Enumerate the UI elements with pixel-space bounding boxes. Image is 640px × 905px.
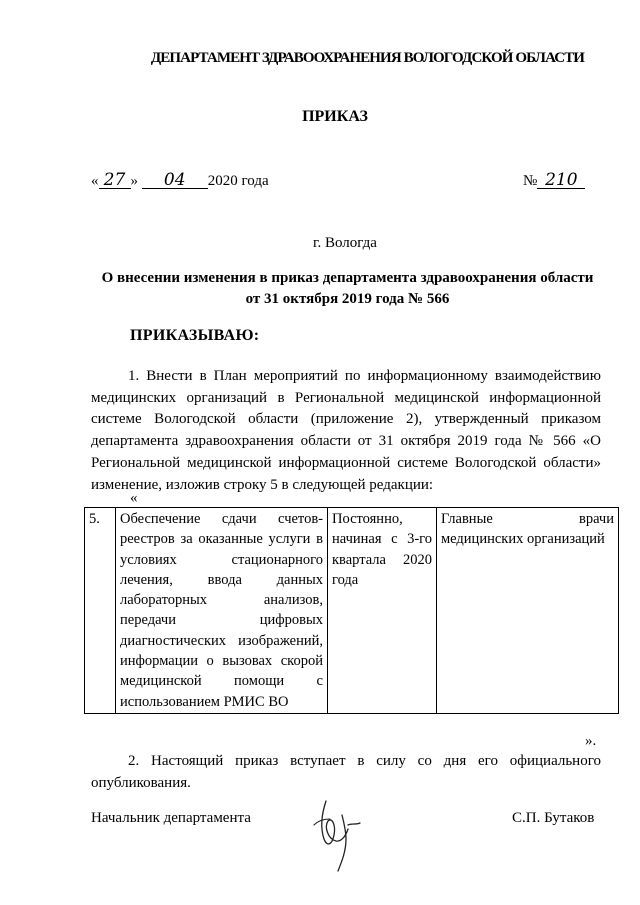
city: г. Вологда [313, 235, 377, 251]
row-measure: Обеспечение сдачи счетов-реестров за оказанные услуги в условиях стационарного лечения, ввода данных лабораторных анализов, передачи цифровых диагностических изображений, информации о вызовах скорой медицинской помощи с использованием РМИС ВО [116, 508, 328, 714]
table-close-quote: ». [585, 733, 597, 749]
handwritten-signature [302, 795, 364, 875]
table-open-quote: « [130, 490, 138, 506]
plan-row-table [84, 507, 619, 714]
signatory-position: Начальник департамента [91, 810, 251, 826]
date-day: 27 [99, 172, 131, 189]
order-number [523, 172, 585, 190]
row-term: Постоянно, начиная с 3-го квартала 2020 года [328, 508, 437, 714]
date-month: 04 [142, 172, 208, 189]
document-type: ПРИКАЗ [302, 108, 368, 125]
directive-heading: ПРИКАЗЫВАЮ: [130, 327, 260, 344]
number-sign: № [523, 173, 538, 189]
date-close-quote: » [130, 173, 138, 189]
subject-line-1: О внесении изменения в приказ департамента здравоохранения области [101, 270, 594, 286]
order-date [91, 172, 269, 190]
date-open-quote: « [91, 173, 99, 189]
order-subject [95, 268, 600, 310]
signatory-name: С.П. Бутаков [512, 810, 595, 826]
date-year: 2020 года [207, 173, 269, 189]
number-value: 210 [537, 172, 585, 189]
table-row [85, 508, 619, 714]
paragraph-2: 2. Настоящий приказ вступает в силу со дня его официального опубликования. [91, 753, 601, 791]
row-responsible: Главные врачи медицинских организаций [437, 508, 619, 714]
department-title: ДЕПАРТАМЕНТ ЗДРАВООХРАНЕНИЯ ВОЛОГОДСКОЙ ОБЛАСТИ [150, 50, 585, 66]
subject-line-2: от 31 октября 2019 года № 566 [245, 291, 450, 307]
row-number: 5. [85, 508, 116, 714]
paragraph-1: 1. Внести в План мероприятий по информационному взаимодействию медицинских организаций в Региональной медицинской информационной системе Вологодской области (приложение 2), утвержденный приказом департамента здравоохранения области от 31 октября 2019 года № 566 «О Региональной медицинской информационной системе Вологодской области» изменение, изложив строку 5 в следующей редакции: [91, 368, 601, 493]
